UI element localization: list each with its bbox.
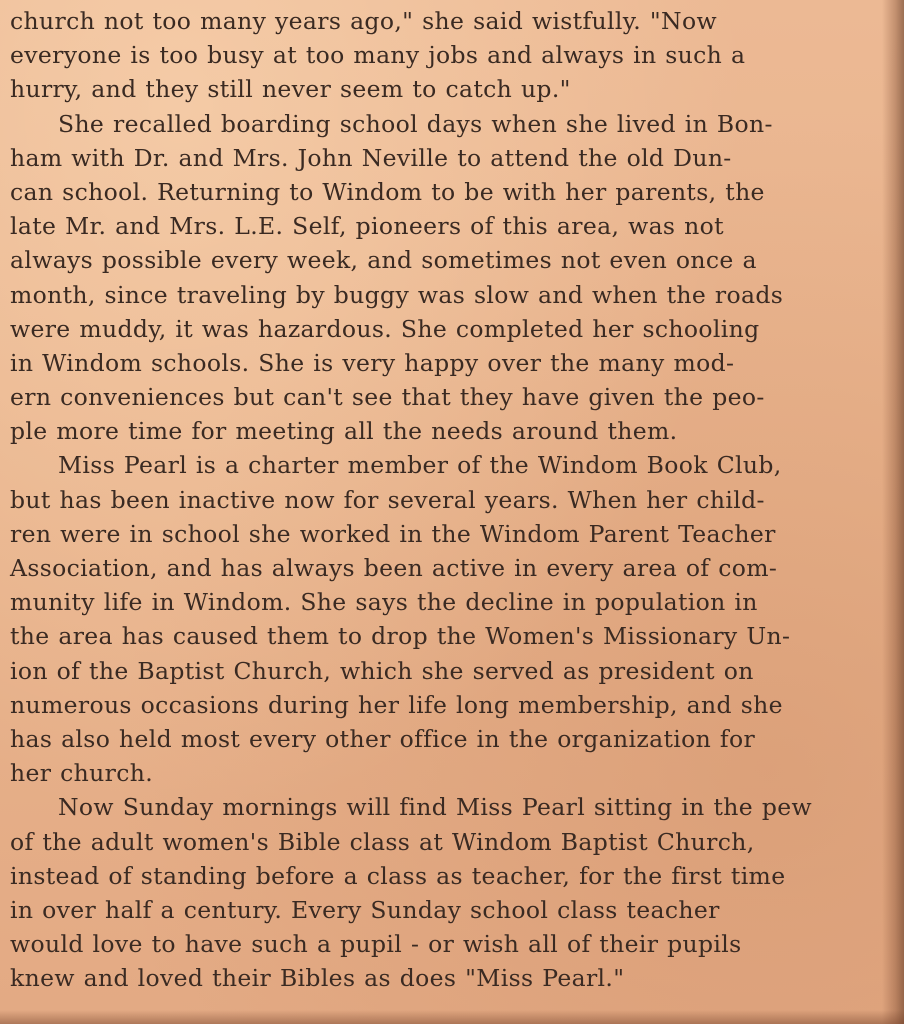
paper-edge-shadow <box>882 0 904 1024</box>
text-line: would love to have such a pupil - or wish all of their pupils <box>10 930 742 959</box>
paper-bottom-shadow <box>0 1010 904 1024</box>
text-line: church not too many years ago," she said wistfully. "Now <box>10 7 717 35</box>
text-line: can school. Returning to Windom to be with her parents, the <box>10 177 765 206</box>
text-line: of the adult women's Bible class at Windom Baptist Church, <box>10 827 755 856</box>
paragraph-1 <box>10 4 874 107</box>
text-line: month, since traveling by buggy was slow and when the roads <box>10 280 784 309</box>
text-line: late Mr. and Mrs. L.E. Self, pioneers of this area, was not <box>10 212 724 241</box>
text-line: ham with Dr. and Mrs. John Neville to attend the old Dun- <box>10 143 732 172</box>
text-line: has also held most every other office in the organization for <box>10 724 756 753</box>
text-line: in over half a century. Every Sunday school class teacher <box>10 895 720 924</box>
text-line: Miss Pearl is a charter member of the Windom Book Club, <box>58 451 782 480</box>
text-line: always possible every week, and sometimes not even once a <box>10 246 757 275</box>
text-line: but has been inactive now for several years. When her child- <box>10 485 765 514</box>
text-line: her church. <box>10 759 154 788</box>
text-line: in Windom schools. She is very happy over the many mod- <box>10 348 735 377</box>
text-line: hurry, and they still never seem to catch up." <box>10 75 571 104</box>
text-line: Association, and has always been active in every area of com- <box>10 554 778 582</box>
text-line: munity life in Windom. She says the decline in population in <box>10 588 758 617</box>
text-line: ern conveniences but can't see that they have given the peo- <box>10 383 765 412</box>
text-line: everyone is too busy at too many jobs and always in such a <box>10 41 746 70</box>
text-line: instead of standing before a class as teacher, for the first time <box>10 861 786 890</box>
text-line: the area has caused them to drop the Women's Missionary Un- <box>10 622 791 651</box>
text-line: were muddy, it was hazardous. She completed her schooling <box>10 314 760 343</box>
paragraph-4 <box>10 790 874 995</box>
text-line: ren were in school she worked in the Windom Parent Teacher <box>10 519 776 548</box>
text-line: Now Sunday mornings will find Miss Pearl sitting in the pew <box>58 793 812 822</box>
text-line: numerous occasions during her life long membership, and she <box>10 690 783 719</box>
paragraph-3 <box>10 448 874 790</box>
text-line: ple more time for meeting all the needs around them. <box>10 417 678 446</box>
text-line: She recalled boarding school days when she lived in Bon- <box>58 109 773 138</box>
paragraph-2 <box>10 107 874 449</box>
text-line: ion of the Baptist Church, which she served as president on <box>10 656 754 685</box>
text-line: knew and loved their Bibles as does "Miss Pearl." <box>10 964 625 993</box>
